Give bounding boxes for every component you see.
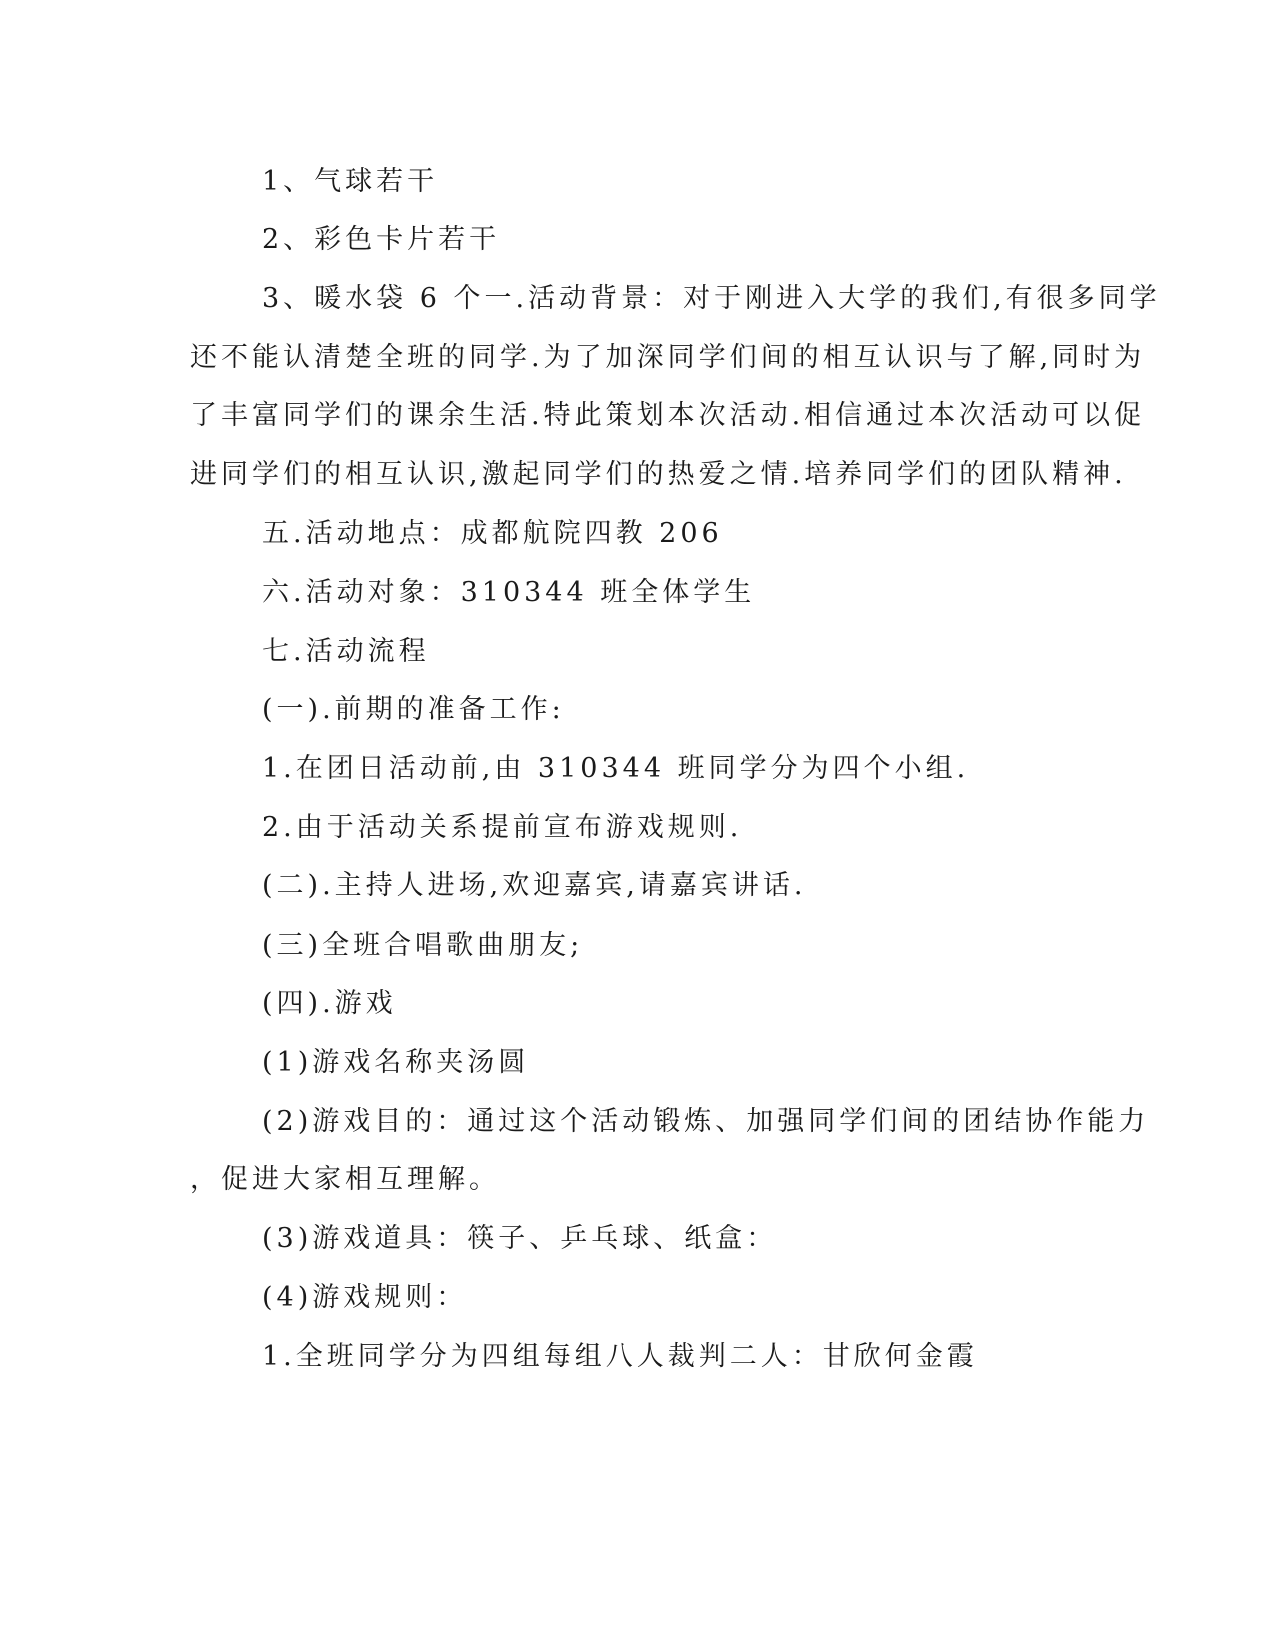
game-name: (1)游戏名称夹汤圆 [262, 1047, 530, 1078]
paragraph-background-line-3: 了丰富同学们的课余生活.特此策划本次活动.相信通过本次活动可以促 [190, 400, 1146, 431]
game-purpose-line-1: (2)游戏目的：通过这个活动锻炼、加强同学们间的团结协作能力 [262, 1106, 1150, 1137]
subsection-preparation: (一).前期的准备工作: [262, 694, 565, 725]
subsection-chorus: (三)全班合唱歌曲朋友; [262, 930, 584, 961]
game-props: (3)游戏道具：筷子、乒乓球、纸盒： [262, 1223, 778, 1254]
paragraph-background-line-1: 3、暖水袋 6 个一.活动背景：对于刚进入大学的我们,有很多同学 [262, 283, 1161, 314]
game-purpose-line-2: ，促进大家相互理解。 [190, 1164, 500, 1195]
list-item-color-cards: 2、彩色卡片若干 [262, 224, 501, 255]
list-item-rules-announce: 2.由于活动关系提前宣布游戏规则. [262, 812, 743, 843]
section-audience: 六.活动对象：310344 班全体学生 [262, 577, 756, 608]
section-process-heading: 七.活动流程 [262, 636, 430, 667]
game-rules-heading: (4)游戏规则： [262, 1282, 468, 1313]
paragraph-background-line-2: 还不能认清楚全班的同学.为了加深同学们间的相互认识与了解,同时为 [190, 342, 1146, 373]
paragraph-background-line-4: 进同学们的相互认识,激起同学们的热爱之情.培养同学们的团队精神. [190, 459, 1127, 490]
list-item-groups: 1.在团日活动前,由 310344 班同学分为四个小组. [262, 753, 970, 784]
list-item-balloons: 1、气球若干 [262, 166, 439, 197]
subsection-game: (四).游戏 [262, 988, 397, 1019]
subsection-host: (二).主持人进场,欢迎嘉宾,请嘉宾讲话. [262, 870, 807, 901]
game-rule-1: 1.全班同学分为四组每组八人裁判二人：甘欣何金霞 [262, 1341, 978, 1372]
section-location: 五.活动地点：成都航院四教 206 [262, 518, 723, 549]
